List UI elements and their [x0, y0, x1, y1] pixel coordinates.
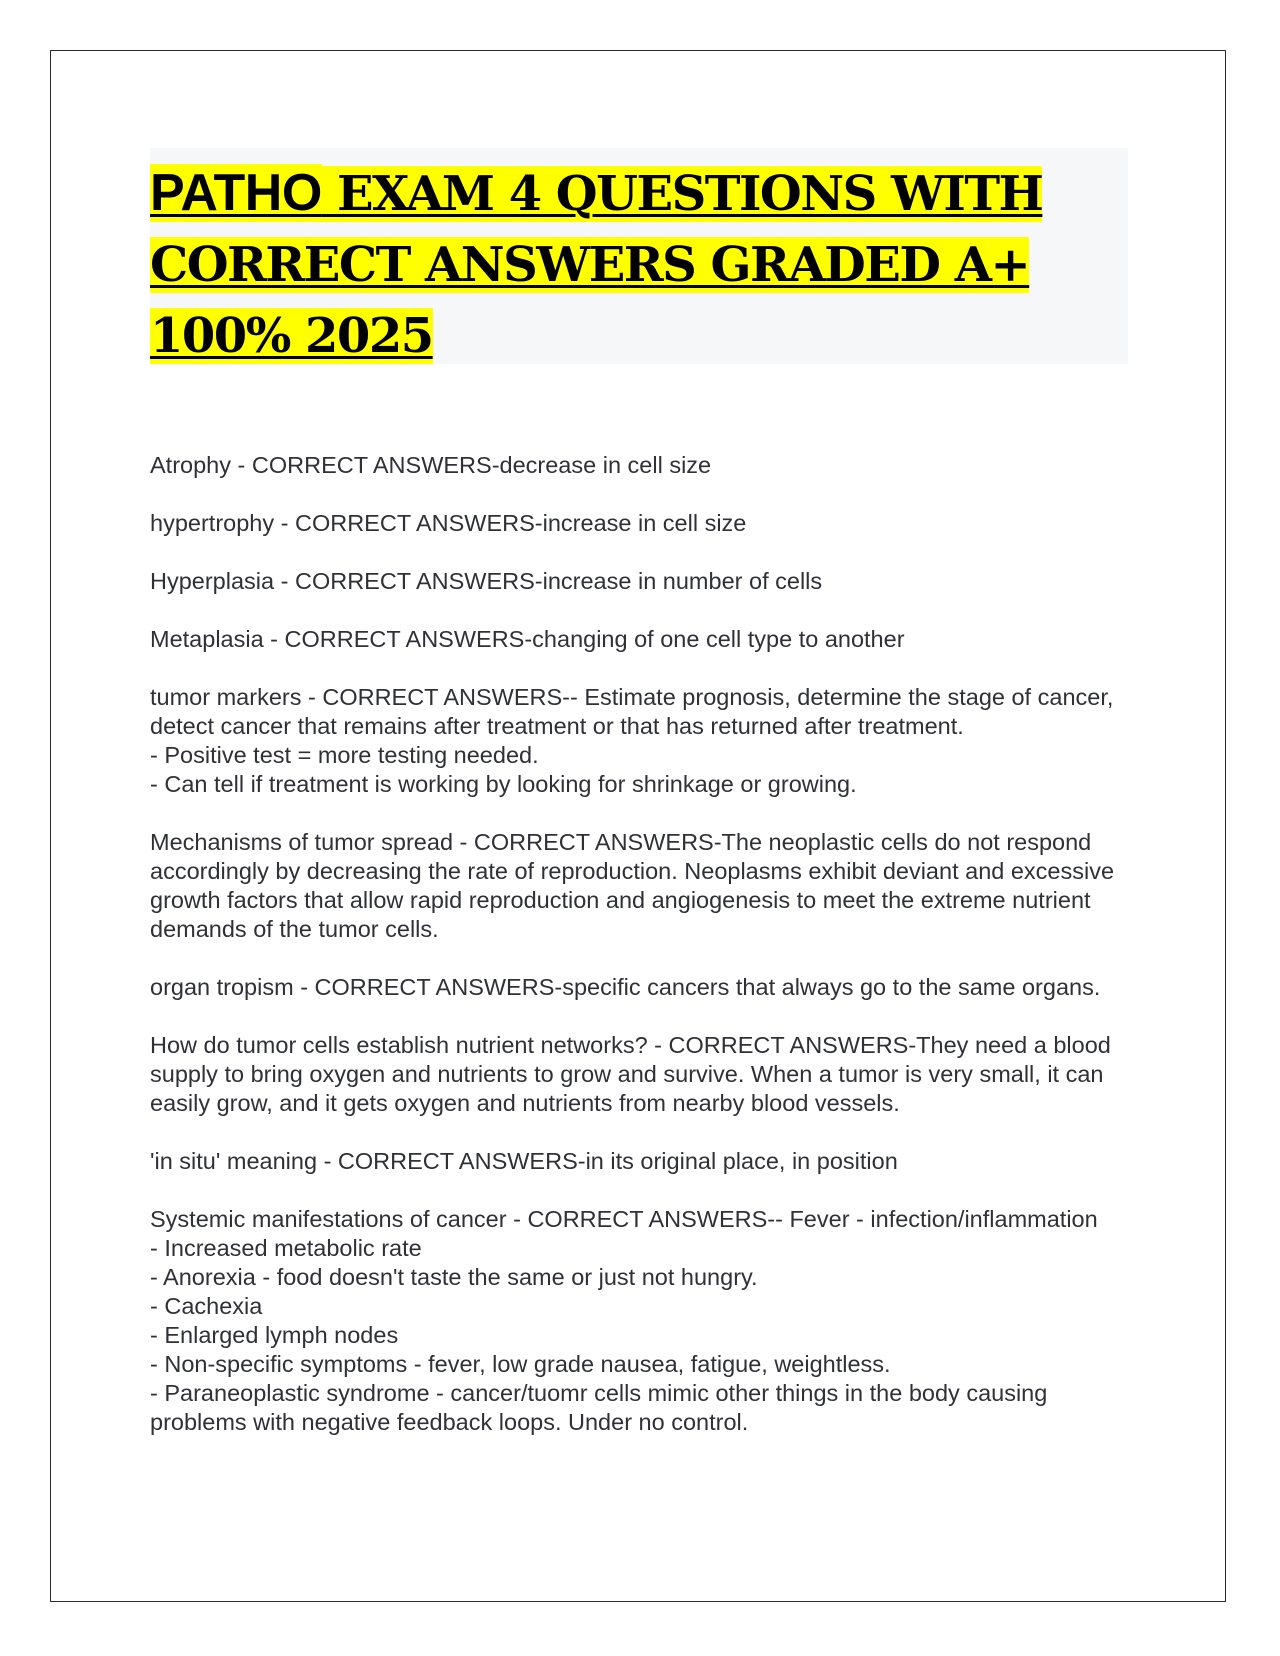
qa-entry-line: - Enlarged lymph nodes [150, 1322, 399, 1348]
qa-entry-line: organ tropism - CORRECT ANSWERS-specific cancers that always go to the same organs. [150, 974, 1101, 1000]
qa-entry-line: - Increased metabolic rate [150, 1235, 422, 1261]
title-first-word: PATHO [150, 164, 322, 222]
qa-entry-line: Atrophy - CORRECT ANSWERS-decrease in cell size [150, 452, 712, 478]
qa-entry-line: hypertrophy - CORRECT ANSWERS-increase in cell size [150, 510, 747, 536]
title-rest: EXAM 4 QUESTIONS WITH CORRECT ANSWERS GRADED A+ 100% 2025 [150, 166, 1043, 364]
qa-entry [150, 509, 1115, 538]
qa-entry-line: - Paraneoplastic syndrome - cancer/tuomr cells mimic other things in the body causing problems with negative feedback loops. Under no control. [150, 1380, 1048, 1435]
qa-entry [150, 625, 1115, 654]
qa-entry [150, 973, 1115, 1002]
qa-entry-line: - Non-specific symptoms - fever, low grade nausea, fatigue, weightless. [150, 1351, 891, 1377]
qa-entry-line: How do tumor cells establish nutrient networks? - CORRECT ANSWERS-They need a blood supply to bring oxygen and nutrients to grow and survive. When a tumor is very small, it can easily grow, and it gets oxygen and nutrients from nearby blood vessels. [150, 1032, 1111, 1116]
qa-entry-line: tumor markers - CORRECT ANSWERS-- Estimate prognosis, determine the stage of cancer, detect cancer that remains after treatment or that has returned after treatment. [150, 684, 1114, 739]
qa-entry [150, 828, 1115, 944]
qa-entry [150, 567, 1115, 596]
qa-entry [150, 1147, 1115, 1176]
qa-entry-line: Metaplasia - CORRECT ANSWERS-changing of one cell type to another [150, 626, 905, 652]
qa-entry-line: - Anorexia - food doesn't taste the same or just not hungry. [150, 1264, 758, 1290]
qa-entry-line: 'in situ' meaning - CORRECT ANSWERS-in its original place, in position [150, 1148, 898, 1174]
qa-entry-line: - Cachexia [150, 1293, 263, 1319]
qa-entry-list [150, 451, 1115, 1466]
qa-entry [150, 683, 1115, 799]
qa-entry [150, 1031, 1115, 1118]
qa-entry [150, 451, 1115, 480]
qa-entry [150, 1205, 1115, 1437]
document-title [150, 158, 1090, 371]
qa-entry-line: - Can tell if treatment is working by looking for shrinkage or growing. [150, 771, 857, 797]
qa-entry-line: Hyperplasia - CORRECT ANSWERS-increase in number of cells [150, 568, 823, 594]
qa-entry-line: Systemic manifestations of cancer - CORRECT ANSWERS-- Fever - infection/inflammation [150, 1206, 1098, 1232]
qa-entry-line: - Positive test = more testing needed. [150, 742, 539, 768]
qa-entry-line: Mechanisms of tumor spread - CORRECT ANSWERS-The neoplastic cells do not respond accordingly by decreasing the rate of reproduction. Neoplasms exhibit deviant and excessive growth factors that allow rapid reproduction and angiogenesis to meet the extreme nutrient demands of the tumor cells. [150, 829, 1115, 942]
